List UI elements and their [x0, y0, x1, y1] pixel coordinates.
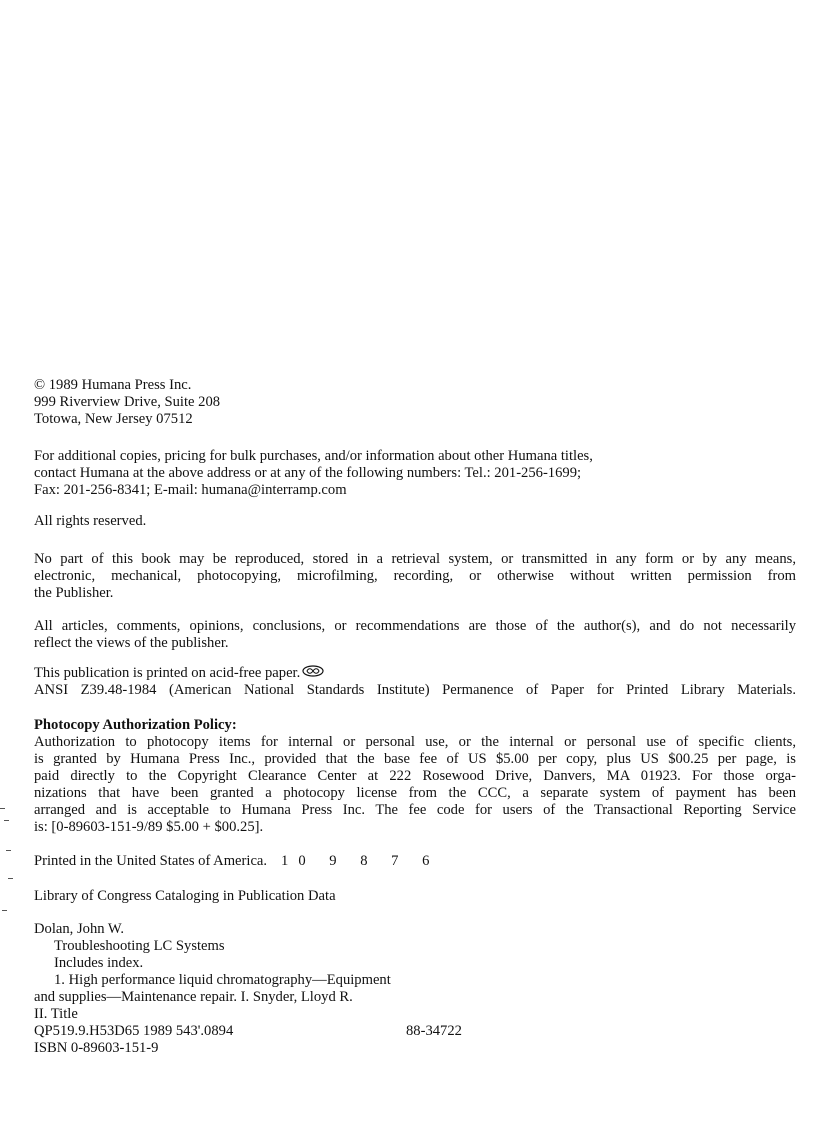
reproduction-line-2: electronic, mechanical, photocopying, microfilming, recording, or otherwise without written permission from	[34, 568, 796, 584]
photocopy-line-5: arranged and is acceptable to Humana Press Inc. The fee code for users of the Transactional Reporting Service	[34, 802, 796, 818]
cip-call-row	[34, 1023, 796, 1040]
scan-speck	[2, 910, 7, 911]
photocopy-line-4: nizations that have been granted a photocopy license from the CCC, a separate system of payment has been	[34, 785, 796, 801]
photocopy-block	[34, 717, 796, 836]
cip-isbn: ISBN 0-89603-151-9	[34, 1040, 159, 1056]
printed-country: Printed in the United States of America.	[34, 853, 268, 869]
photocopy-line-2: is granted by Humana Press Inc., provided that the base fee of US $5.00 per copy, plus US $00.25 per page, is	[34, 751, 796, 767]
scan-speck	[8, 878, 13, 879]
contact-line-1: For additional copies, pricing for bulk purchases, and/or information about other Humana titles,	[34, 448, 593, 464]
cip-call-number: QP519.9.H53D65 1989 543'.0894	[34, 1023, 234, 1039]
contact-block	[34, 448, 714, 499]
cip-title: Library of Congress Cataloging in Publication Data	[34, 888, 336, 904]
scan-speck	[6, 850, 11, 851]
infinity-icon	[302, 665, 324, 682]
scan-speck	[0, 808, 5, 809]
address-line-2: Totowa, New Jersey 07512	[34, 411, 193, 427]
reproduction-line-1: No part of this book may be reproduced, stored in a retrieval system, or transmitted in any form or by any means,	[34, 551, 796, 567]
contact-line-3: Fax: 201-256-8341; E-mail: humana@interramp.com	[34, 482, 347, 498]
cip-author: Dolan, John W.	[34, 921, 124, 937]
printing-numbers: 10 9 8 7 6	[281, 853, 440, 869]
contact-line-2: contact Humana at the above address or at any of the following numbers: Tel.: 201-256-1699;	[34, 465, 582, 481]
scan-speck	[4, 820, 9, 821]
disclaimer-line-2: reflect the views of the publisher.	[34, 635, 229, 651]
copyright-line: © 1989 Humana Press Inc.	[34, 377, 192, 393]
rights-statement: All rights reserved.	[34, 513, 147, 529]
paper-block	[34, 665, 796, 699]
printed-line	[34, 853, 796, 870]
paper-line-1	[34, 665, 796, 682]
publisher-block	[34, 377, 796, 428]
cip-subject-1: 1. High performance liquid chromatography—Equipment	[54, 972, 391, 988]
photocopy-line-1: Authorization to photocopy items for internal or personal use, or the internal or personal use of specific clients,	[34, 734, 796, 750]
cip-index-note: Includes index.	[54, 955, 144, 971]
photocopy-line-3: paid directly to the Copyright Clearance Center at 222 Rosewood Drive, Danvers, MA 01923. For those orga-	[34, 768, 796, 784]
cip-subject-3: II. Title	[34, 1006, 78, 1022]
photocopy-line-6: is: [0-89603-151-9/89 $5.00 + $00.25].	[34, 819, 264, 835]
reproduction-block	[34, 551, 796, 602]
photocopy-heading: Photocopy Authorization Policy:	[34, 717, 237, 733]
disclaimer-block	[34, 618, 796, 652]
acid-free-text: This publication is printed on acid-free paper.	[34, 665, 301, 681]
rights-block	[34, 513, 796, 530]
reproduction-line-3: the Publisher.	[34, 585, 114, 601]
cip-subject-2: and supplies—Maintenance repair. I. Snyder, Lloyd R.	[34, 989, 353, 1005]
address-line-1: 999 Riverview Drive, Suite 208	[34, 394, 221, 410]
cip-record	[34, 921, 796, 1057]
printed-block	[34, 853, 796, 870]
cip-title-block	[34, 888, 796, 905]
cip-lccn: 88-34722	[406, 1023, 462, 1039]
disclaimer-line-1: All articles, comments, opinions, conclusions, or recommendations are those of the author(s), and do not necessarily	[34, 618, 796, 634]
paper-line-2: ANSI Z39.48-1984 (American National Standards Institute) Permanence of Paper for Printed Library Materials.	[34, 682, 796, 699]
cip-book-title: Troubleshooting LC Systems	[54, 938, 225, 954]
